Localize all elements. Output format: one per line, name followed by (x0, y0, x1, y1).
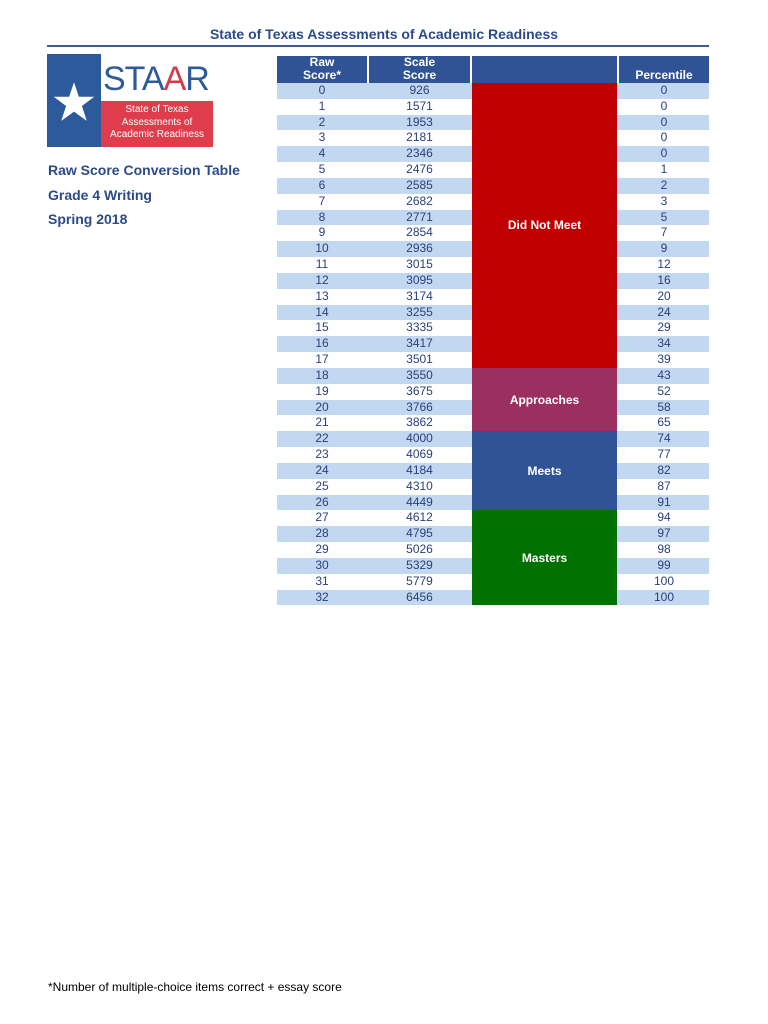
table-name: Raw Score Conversion Table (48, 162, 240, 178)
raw-score-cell: 11 (315, 257, 329, 272)
percentile-cell: 0 (660, 114, 668, 129)
scale-score-cell: 3015 (406, 257, 433, 272)
scale-score-cell: 4000 (406, 431, 433, 446)
raw-score-cell: 16 (315, 336, 329, 351)
percentile-cell: 2 (660, 177, 668, 192)
percentile-cell: 7 (660, 225, 668, 240)
scale-score-cell: 3766 (406, 399, 433, 414)
percentile-cell: 9 (660, 241, 668, 256)
administration: Spring 2018 (48, 211, 128, 227)
raw-score-cell: 29 (315, 542, 329, 557)
scale-score-cell: 3174 (406, 288, 433, 303)
percentile-cell: 99 (657, 557, 671, 572)
performance-band-did-not-meet: Did Not Meet (472, 83, 617, 368)
percentile-cell: 1 (660, 162, 668, 177)
percentile-cell: 52 (657, 383, 671, 398)
staar-logo (47, 54, 213, 147)
scale-score-cell: 3862 (406, 415, 433, 430)
percentile-cell: 0 (660, 83, 668, 97)
raw-score-cell: 9 (318, 225, 326, 240)
scale-score-cell: 2181 (406, 130, 433, 145)
scale-score-cell: 1571 (406, 98, 433, 113)
raw-score-cell: 23 (315, 447, 329, 462)
scale-score-cell: 5026 (406, 542, 433, 557)
raw-score-cell: 10 (315, 241, 329, 256)
raw-score-cell: 17 (315, 352, 329, 367)
scale-score-cell: 5329 (406, 557, 433, 572)
raw-score-cell: 25 (315, 478, 329, 493)
header-percentile: Percentile (619, 56, 709, 83)
logo-wordmark: STAAR (103, 60, 209, 98)
raw-score-cell: 8 (318, 209, 326, 224)
percentile-cell: 65 (657, 415, 671, 430)
raw-score-cell: 0 (318, 83, 326, 97)
header-performance-level (472, 56, 617, 83)
percentile-cell: 29 (657, 320, 671, 335)
scale-score-cell: 6456 (406, 589, 433, 604)
scale-score-cell: 2346 (406, 146, 433, 161)
raw-score-cell: 7 (318, 193, 326, 208)
raw-score-cell: 27 (315, 510, 329, 525)
scale-score-cell: 2476 (406, 162, 433, 177)
raw-score-cell: 32 (315, 589, 329, 604)
scale-score-cell: 4449 (406, 494, 433, 509)
scale-score-cell: 3501 (406, 352, 433, 367)
percentile-cell: 20 (657, 288, 671, 303)
percentile-cell: 74 (657, 431, 671, 446)
scale-score-cell: 2771 (406, 209, 433, 224)
raw-score-cell: 2 (318, 114, 326, 129)
raw-score-cell: 24 (315, 462, 329, 477)
scale-score-cell: 3550 (406, 367, 433, 382)
percentile-cell: 97 (657, 526, 671, 541)
percentile-cell: 16 (657, 272, 671, 287)
percentile-cell: 5 (660, 209, 668, 224)
percentile-cell: 24 (657, 304, 671, 319)
raw-score-cell: 28 (315, 526, 329, 541)
percentile-cell: 77 (657, 447, 671, 462)
percentile-cell: 43 (657, 367, 671, 382)
percentile-cell: 34 (657, 336, 671, 351)
scale-score-cell: 2854 (406, 225, 433, 240)
scale-score-cell: 4795 (406, 526, 433, 541)
percentile-cell: 12 (657, 257, 671, 272)
performance-band-meets: Meets (472, 431, 617, 510)
percentile-cell: 3 (660, 193, 668, 208)
raw-score-cell: 1 (318, 98, 326, 113)
logo-blue-panel (47, 54, 101, 147)
percentile-cell: 82 (657, 462, 671, 477)
raw-score-cell: 20 (315, 399, 329, 414)
scale-score-cell: 926 (409, 83, 430, 97)
percentile-cell: 98 (657, 542, 671, 557)
performance-band-masters: Masters (472, 510, 617, 605)
footnote: *Number of multiple-choice items correct + essay score (48, 980, 342, 994)
percentile-cell: 100 (653, 573, 675, 588)
raw-score-cell: 26 (315, 494, 329, 509)
raw-score-cell: 3 (318, 130, 326, 145)
performance-band-approaches: Approaches (472, 368, 617, 431)
scale-score-cell: 3675 (406, 383, 433, 398)
raw-score-cell: 21 (315, 415, 329, 430)
raw-score-cell: 12 (315, 272, 329, 287)
scale-score-cell: 5779 (406, 573, 433, 588)
scale-score-cell: 3095 (406, 272, 433, 287)
raw-score-cell: 13 (315, 288, 329, 303)
scale-score-cell: 1953 (406, 114, 433, 129)
raw-score-cell: 5 (318, 162, 326, 177)
scale-score-cell: 3417 (406, 336, 433, 351)
raw-score-cell: 31 (315, 573, 329, 588)
raw-score-cell: 4 (318, 146, 326, 161)
percentile-cell: 87 (657, 478, 671, 493)
texas-star-icon (52, 80, 96, 124)
percentile-cell: 94 (657, 510, 671, 525)
scale-score-cell: 3255 (406, 304, 433, 319)
scale-score-cell: 4310 (406, 478, 433, 493)
percentile-cell: 39 (657, 352, 671, 367)
raw-score-cell: 14 (315, 304, 329, 319)
page-title: State of Texas Assessments of Academic Readiness (209, 26, 559, 42)
logo-red-panel: State of Texas Assessments of Academic Readiness (101, 101, 213, 147)
percentile-cell: 58 (657, 399, 671, 414)
raw-score-cell: 19 (315, 383, 329, 398)
raw-score-cell: 22 (315, 431, 329, 446)
raw-score-cell: 30 (315, 557, 329, 572)
percentile-cell: 91 (657, 494, 671, 509)
raw-score-cell: 15 (315, 320, 329, 335)
header-scale-score: Scale Score (369, 56, 470, 83)
grade-subject: Grade 4 Writing (48, 187, 152, 203)
percentile-cell: 0 (660, 130, 668, 145)
scale-score-cell: 2585 (406, 177, 433, 192)
percentile-cell: 100 (653, 589, 675, 604)
scale-score-cell: 4184 (406, 462, 433, 477)
scale-score-cell: 3335 (406, 320, 433, 335)
title-divider (47, 45, 709, 47)
scale-score-cell: 4069 (406, 447, 433, 462)
percentile-cell: 0 (660, 98, 668, 113)
scale-score-cell: 2682 (406, 193, 433, 208)
scale-score-cell: 2936 (406, 241, 433, 256)
header-raw-score: Raw Score* (277, 56, 367, 83)
raw-score-cell: 18 (315, 367, 329, 382)
scale-score-cell: 4612 (406, 510, 433, 525)
percentile-cell: 0 (660, 146, 668, 161)
raw-score-cell: 6 (318, 177, 326, 192)
